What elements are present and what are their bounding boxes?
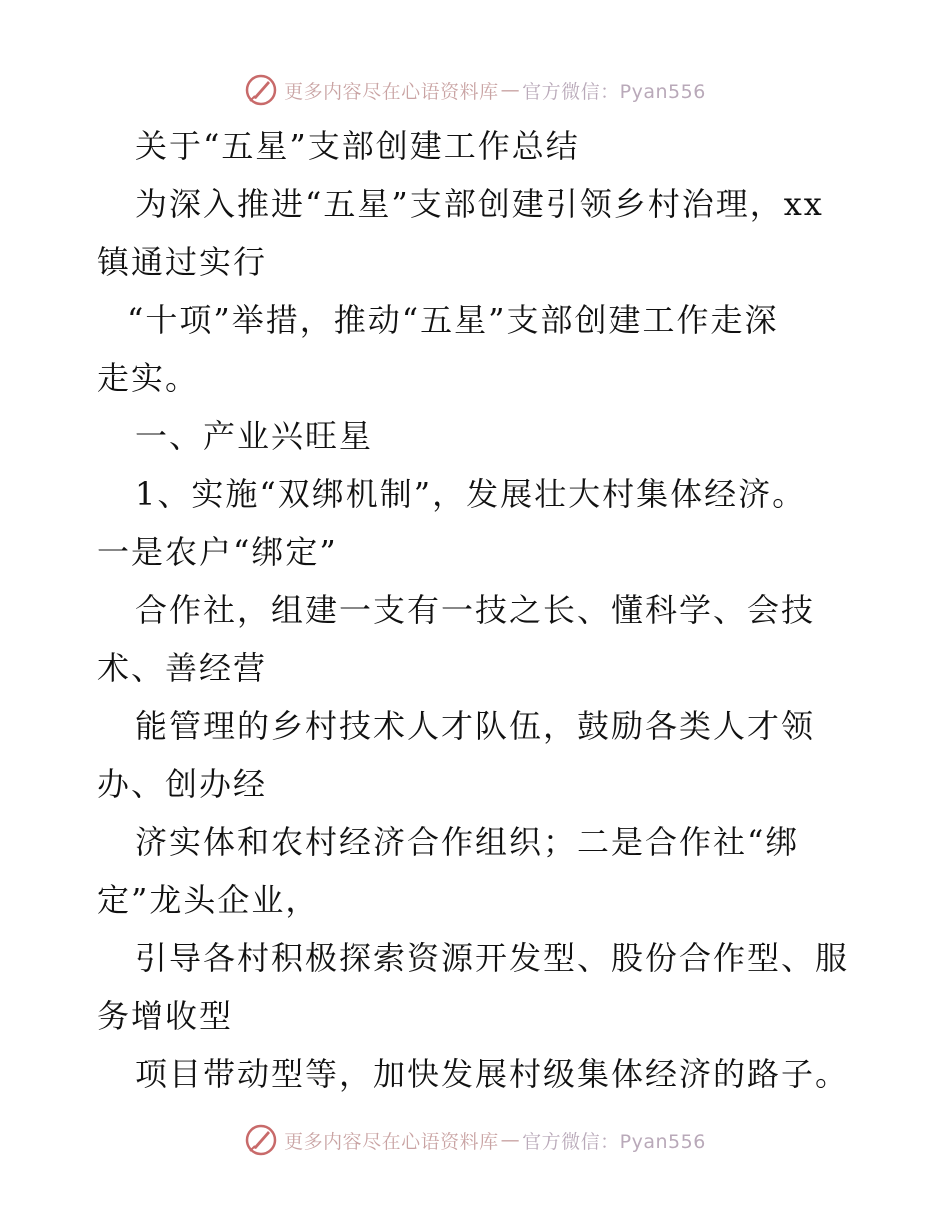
paragraph-line: 为深入推进“五星”支部创建引领乡村治理，xx [135, 185, 824, 223]
paragraph-line: 一是农户“绑定” [97, 533, 338, 571]
paragraph-line: 务增收型 [97, 997, 234, 1035]
paragraph-line: 能管理的乡村技术人才队伍，鼓励各类人才领 [135, 707, 816, 745]
paragraph-line: 术、善经营 [97, 649, 268, 687]
watermark-text: 更多内容尽在心语资料库 [284, 80, 499, 103]
watermark-dash: — [500, 1129, 521, 1151]
paragraph-line: 引导各村积极探索资源开发型、股份合作型、服 [135, 939, 850, 977]
paragraph-line: “十项”举措，推动“五星”支部创建工作走深 [127, 301, 779, 339]
watermark-dash: — [500, 79, 521, 101]
paragraph-line: 镇通过实行 [97, 243, 268, 281]
feather-pen-logo-icon [244, 1123, 278, 1157]
paragraph-line: 济实体和农村经济合作组织；二是合作社“绑 [135, 823, 800, 861]
document-body [97, 117, 857, 1103]
paragraph-line: 走实。 [97, 359, 200, 397]
header-watermark [0, 70, 950, 110]
paragraph-line: 办、创办经 [97, 765, 268, 803]
paragraph-line: 项目带动型等，加快发展村级集体经济的路子。 [135, 1055, 850, 1093]
watermark-wechat: 官方微信：Pyan556 [522, 1130, 706, 1153]
paragraph-line: 合作社，组建一支有一技之长、懂科学、会技 [135, 591, 816, 629]
document-title: 关于“五星”支部创建工作总结 [135, 127, 580, 165]
watermark-wechat: 官方微信：Pyan556 [522, 80, 706, 103]
watermark-text: 更多内容尽在心语资料库 [284, 1130, 499, 1153]
section-heading: 一、产业兴旺星 [135, 417, 374, 455]
paragraph-line: 1、实施“双绑机制”，发展壮大村集体经济。 [135, 475, 807, 513]
paragraph-line: 定”龙头企业， [97, 881, 320, 919]
footer-watermark [0, 1120, 950, 1160]
feather-pen-logo-icon [244, 73, 278, 107]
